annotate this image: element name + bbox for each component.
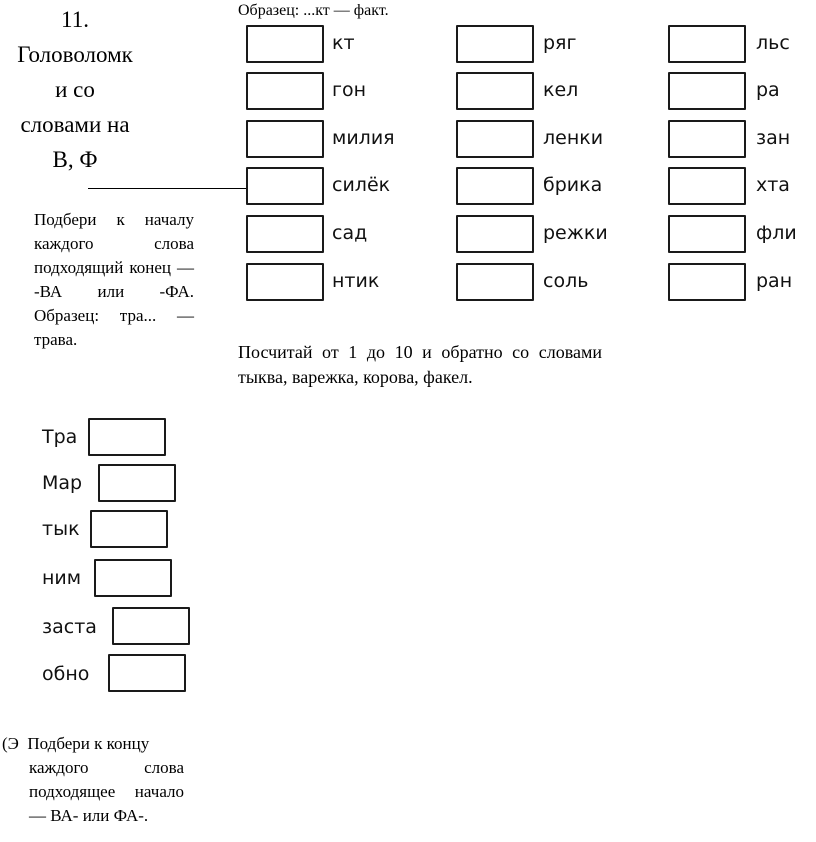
answer-box[interactable] — [246, 167, 324, 205]
left-instruction: Подбери к началу каждого слова подходящий конец — -ВА или -ФА. Образец: тра... — трава. — [34, 210, 194, 349]
grid-word: сад — [332, 222, 368, 244]
answer-box[interactable] — [246, 120, 324, 158]
answer-box[interactable] — [668, 120, 746, 158]
grid-word: кел — [543, 79, 579, 101]
grid-column-3-words — [752, 0, 816, 320]
title-line-1: Головоломк — [17, 42, 133, 67]
answer-box[interactable] — [98, 464, 176, 502]
answer-box[interactable] — [668, 215, 746, 253]
answer-box[interactable] — [456, 215, 534, 253]
bottom-instruction-prefix: (Э — [2, 734, 19, 753]
answer-box[interactable] — [456, 25, 534, 63]
exercise-number: 11. — [61, 7, 89, 32]
answer-box[interactable] — [456, 167, 534, 205]
answer-box[interactable] — [108, 654, 186, 692]
bottom-instruction-line1: Подбери к концу — [27, 734, 150, 753]
left-word: Мар — [42, 472, 83, 494]
sample-text: Образец: ...кт — факт. — [238, 2, 389, 19]
grid-word: зан — [756, 127, 791, 149]
right-instruction: Посчитай от 1 до 10 и обратно со словами тыква, варежка, корова, факел. — [238, 342, 602, 387]
grid-word: милия — [332, 127, 395, 149]
answer-box[interactable] — [668, 72, 746, 110]
grid-word: соль — [543, 270, 589, 292]
left-exercise — [0, 0, 200, 720]
title-line-2: и со — [55, 77, 95, 102]
grid-word: хта — [756, 174, 790, 196]
title-line-4: В, Ф — [52, 147, 98, 172]
grid-word: нтик — [332, 270, 380, 292]
grid-word: режки — [543, 222, 608, 244]
left-word: тык — [42, 518, 80, 540]
left-word: заста — [42, 616, 97, 638]
grid-word: ряг — [543, 32, 577, 54]
answer-box[interactable] — [456, 120, 534, 158]
answer-box[interactable] — [456, 72, 534, 110]
grid-word: ленки — [543, 127, 604, 149]
answer-box[interactable] — [668, 263, 746, 301]
answer-box[interactable] — [246, 263, 324, 301]
grid-word: кт — [332, 32, 355, 54]
grid-word: силёк — [332, 174, 391, 196]
answer-box[interactable] — [246, 25, 324, 63]
answer-box[interactable] — [668, 25, 746, 63]
bottom-instruction-rest: каждого слова подходящее начало — ВА- или ФА-. — [29, 758, 184, 825]
answer-box[interactable] — [94, 559, 172, 597]
answer-box[interactable] — [88, 418, 166, 456]
grid-word: гон — [332, 79, 367, 101]
answer-box[interactable] — [246, 72, 324, 110]
grid-word: льс — [756, 32, 790, 54]
grid-word: ра — [756, 79, 780, 101]
answer-box[interactable] — [668, 167, 746, 205]
left-word: ним — [42, 567, 82, 589]
title-line-3: словами на — [20, 112, 130, 137]
answer-box[interactable] — [90, 510, 168, 548]
bottom-instruction — [2, 732, 184, 828]
answer-box[interactable] — [246, 215, 324, 253]
answer-box[interactable] — [112, 607, 190, 645]
answer-box[interactable] — [456, 263, 534, 301]
grid-word: ран — [756, 270, 793, 292]
grid-word: брика — [543, 174, 603, 196]
grid-word: фли — [756, 222, 797, 244]
left-word: Тра — [42, 426, 78, 448]
left-word: обно — [42, 663, 90, 685]
